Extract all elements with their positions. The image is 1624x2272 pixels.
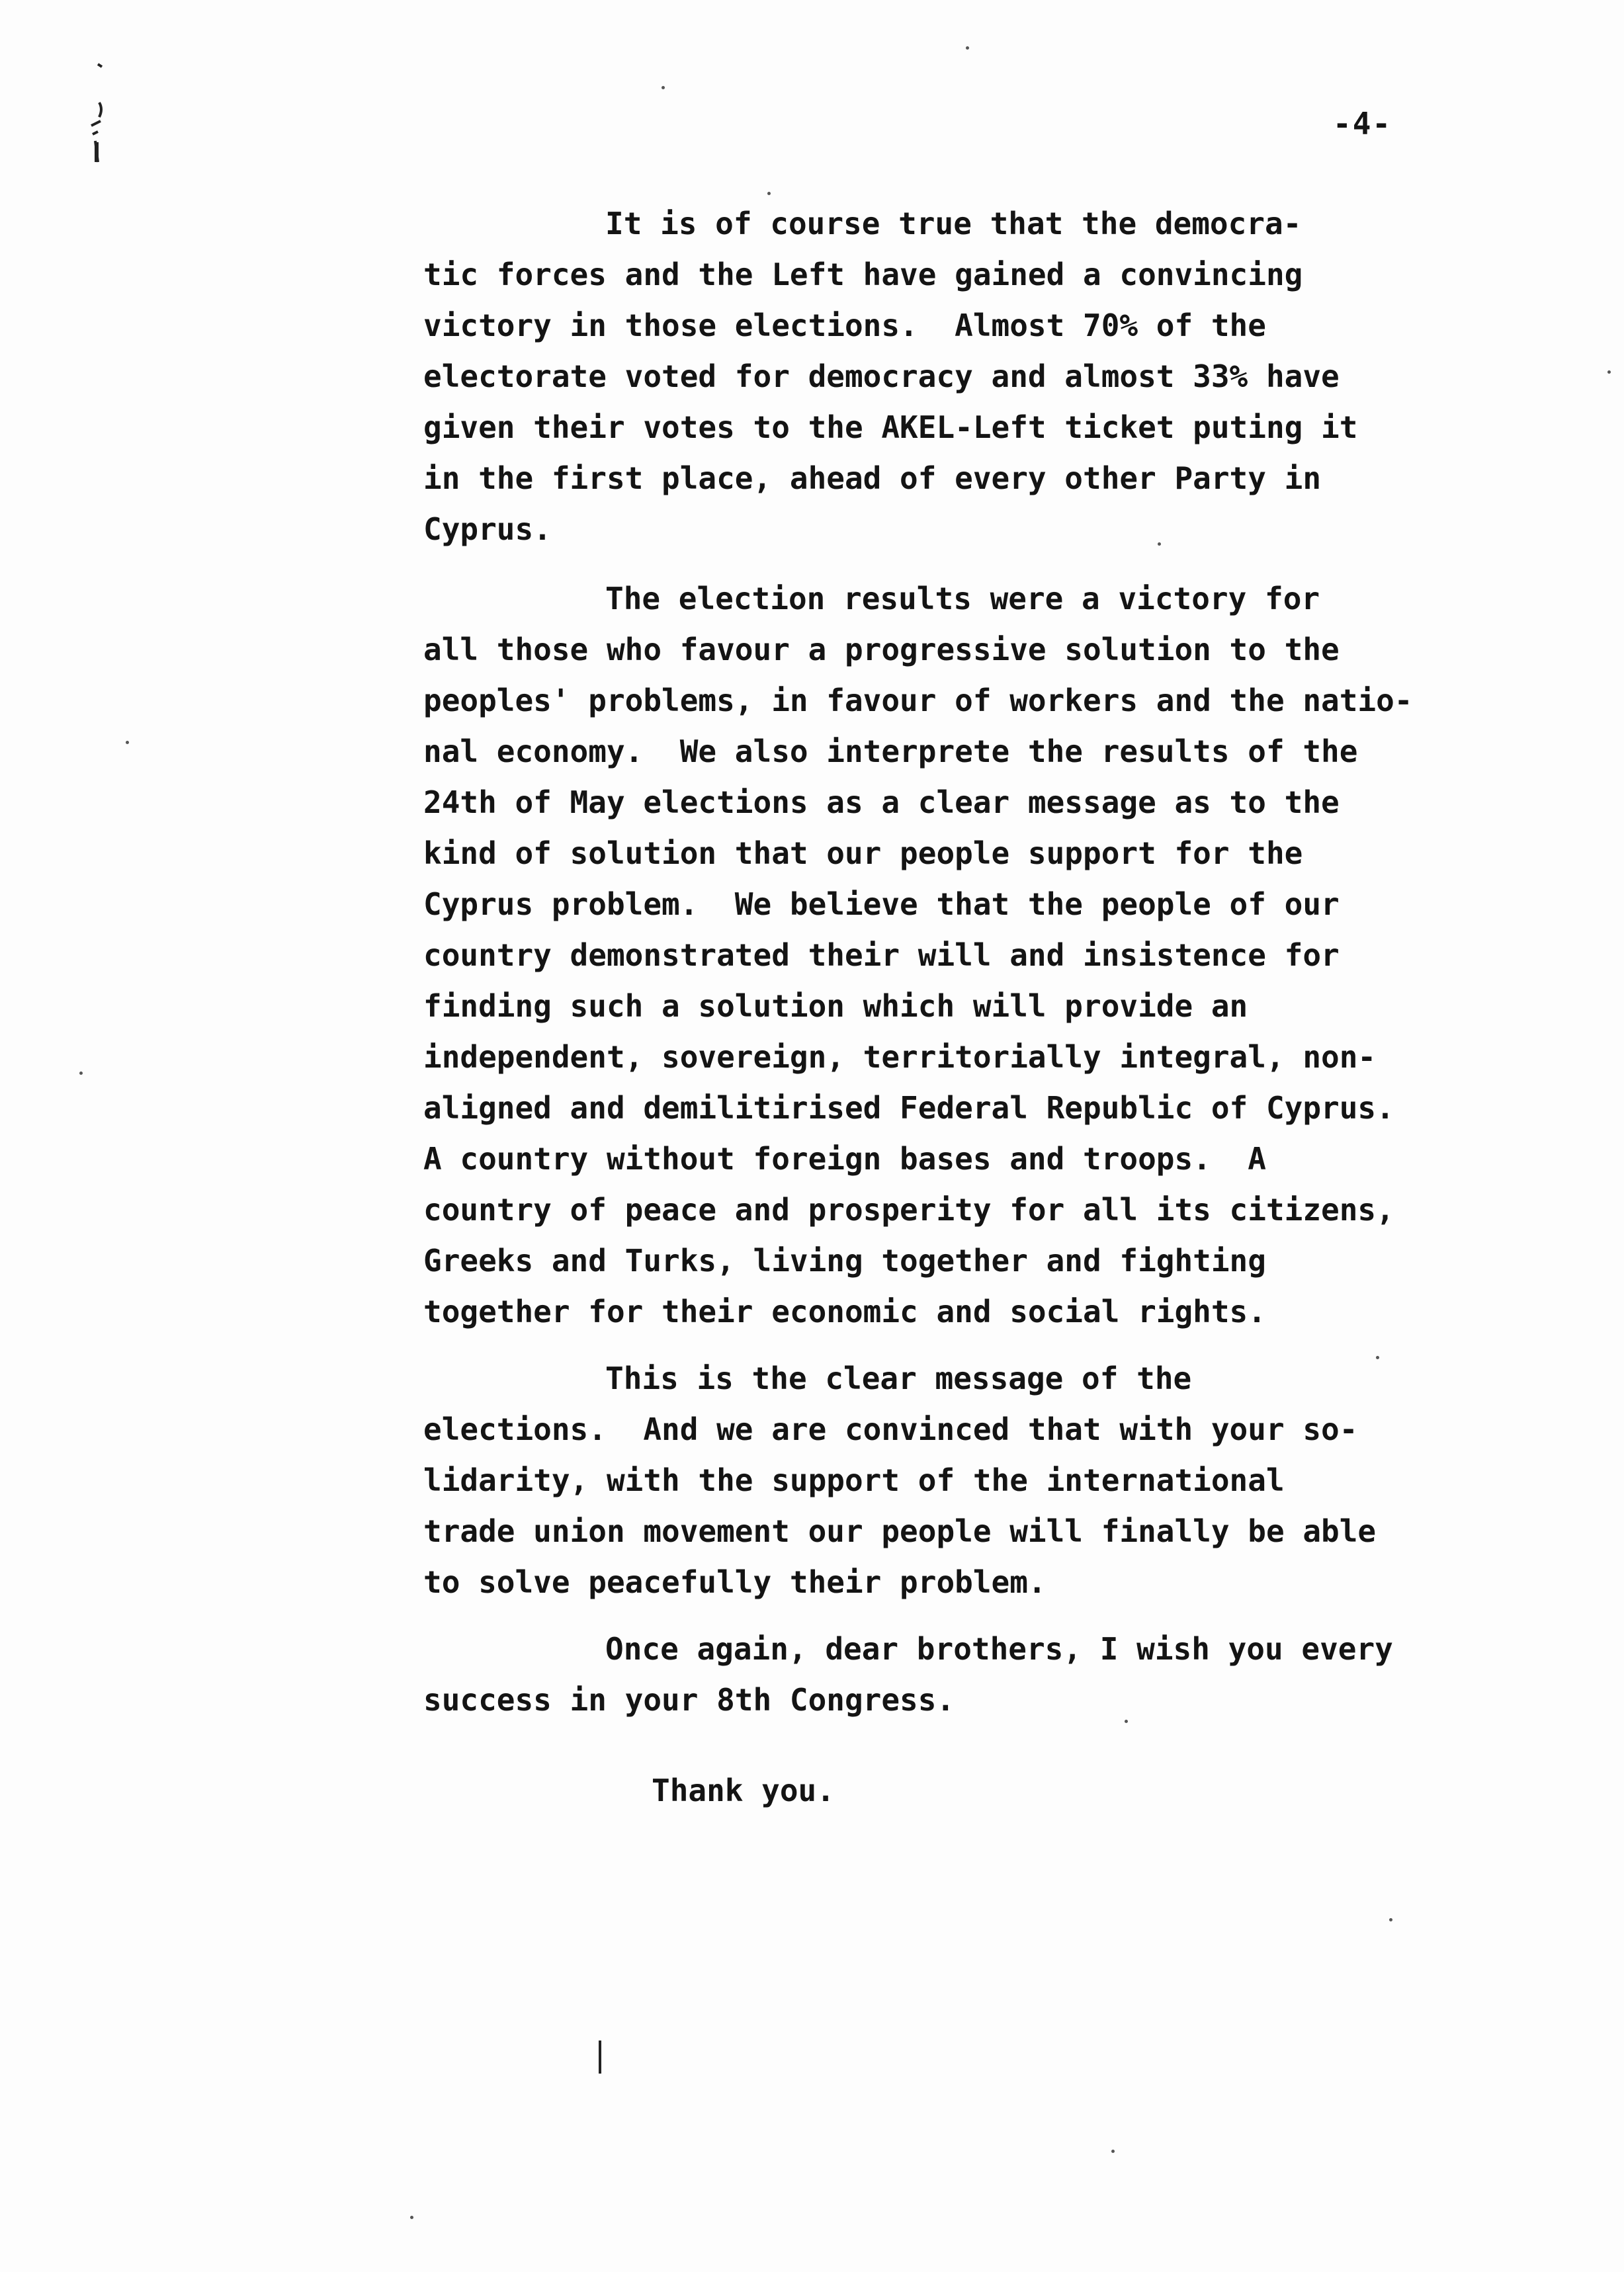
text-line: finding such a solution which will provide an <box>423 988 1248 1024</box>
text-line: tic forces and the Left have gained a convincing <box>423 257 1303 292</box>
scan-speck <box>662 86 665 89</box>
scan-speck <box>410 2216 413 2219</box>
text-line: lidarity, with the support of the international <box>423 1462 1285 1498</box>
closing-line: Thank you. <box>652 1773 835 1808</box>
text-line: trade union movement our people will finally be able <box>423 1513 1377 1549</box>
scan-speck <box>1125 1720 1128 1723</box>
text-line: given their votes to the AKEL-Left ticket puting it <box>423 409 1358 445</box>
scan-speck <box>1607 370 1611 374</box>
page-number: -4- <box>1333 106 1392 142</box>
text-line: kind of solution that our people support for the <box>423 835 1303 871</box>
text-line: country of peace and prosperity for all its citizens, <box>423 1192 1394 1228</box>
text-line: to solve peacefully their problem. <box>423 1564 1047 1600</box>
scan-speck <box>126 741 129 744</box>
ink-stroke <box>599 2041 601 2074</box>
text-line: Greeks and Turks, living together and fighting <box>423 1243 1266 1279</box>
text-line: A country without foreign bases and troops. A <box>423 1141 1266 1177</box>
text-line: all those who favour a progressive solution to the <box>423 632 1340 667</box>
text-line: peoples' problems, in favour of workers and the natio- <box>423 683 1413 718</box>
scan-speck <box>1376 1356 1379 1359</box>
scan-speck <box>79 1072 83 1075</box>
text-line: Once again, dear brothers, I wish you every <box>605 1631 1393 1667</box>
text-line: country demonstrated their will and insistence for <box>423 937 1340 973</box>
text-line: The election results were a victory for <box>605 581 1320 616</box>
text-line: Cyprus. <box>423 511 552 547</box>
text-line: victory in those elections. Almost 70% of the <box>423 308 1266 343</box>
text-line: in the first place, ahead of every other Party in <box>423 460 1322 496</box>
paragraph-4 <box>423 1624 1521 1726</box>
text-line: nal economy. We also interprete the results of the <box>423 734 1358 769</box>
paragraph-3 <box>423 1353 1521 1608</box>
text-line: 24th of May elections as a clear message as to the <box>423 784 1340 820</box>
text-line: electorate voted for democracy and almost 33% have <box>423 358 1340 394</box>
text-line: Cyprus problem. We believe that the people of our <box>423 886 1340 922</box>
text-line: success in your 8th Congress. <box>423 1682 955 1718</box>
scan-speck <box>966 46 969 50</box>
text-line: It is of course true that the democra- <box>605 206 1302 241</box>
text-line: aligned and demilitirised Federal Republic of Cyprus. <box>423 1090 1394 1126</box>
scan-speck <box>1389 1918 1392 1921</box>
paragraph-2 <box>423 573 1521 1337</box>
text-line: independent, sovereign, territorially integral, non- <box>423 1039 1377 1075</box>
text-line: elections. And we are convinced that with your so- <box>423 1411 1358 1447</box>
text-line: This is the clear message of the <box>605 1361 1192 1396</box>
scan-speck <box>1111 2150 1115 2153</box>
scan-speck <box>767 192 771 195</box>
text-line: together for their economic and social rights. <box>423 1294 1266 1329</box>
margin-ink-mark <box>86 63 106 175</box>
paragraph-1 <box>423 198 1521 555</box>
letter-body <box>423 198 1521 1816</box>
scan-speck <box>1158 542 1161 546</box>
